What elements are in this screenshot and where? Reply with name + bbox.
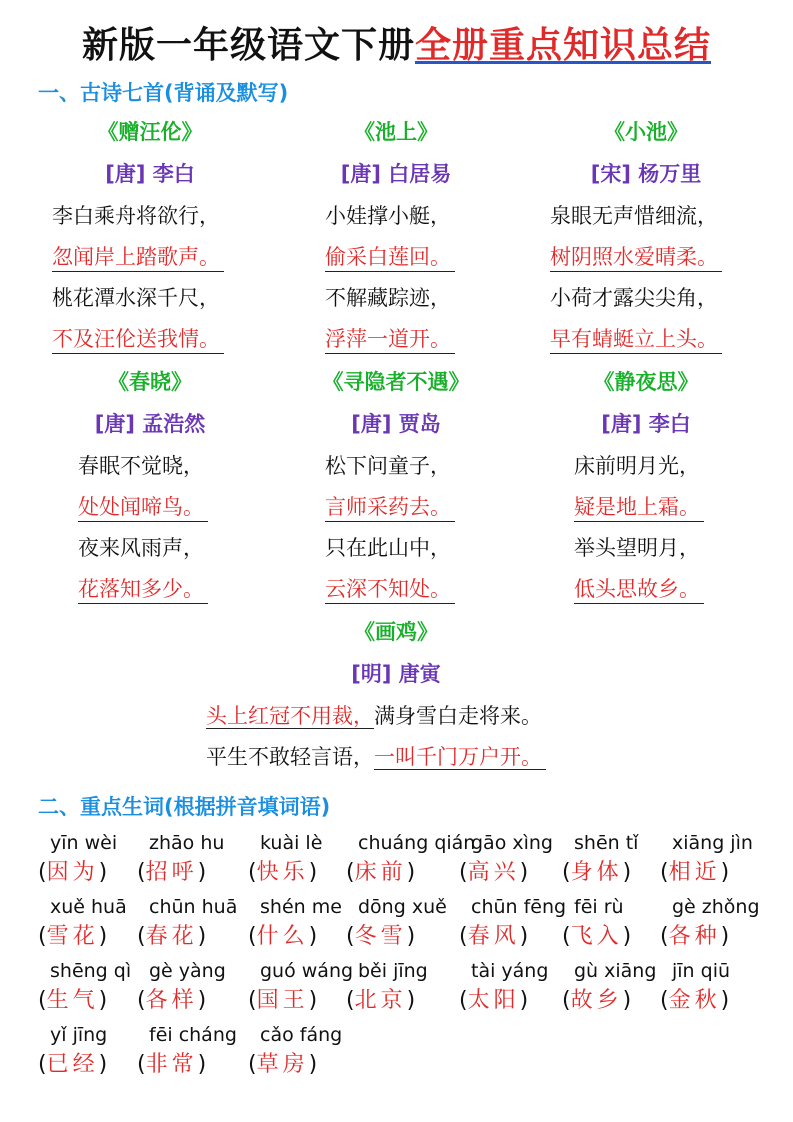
answer-word: 因为 — [46, 860, 99, 885]
pinyin-label: shén me — [260, 896, 342, 918]
pinyin-label: xiāng jìn — [672, 832, 753, 854]
poem-line-given: 满身雪白走将来。 — [374, 704, 542, 728]
word-answer — [137, 858, 206, 888]
pinyin-label: xuě huā — [50, 896, 127, 918]
answer-word: 身体 — [570, 860, 623, 885]
paren-close: ) — [720, 860, 730, 885]
answer-word: 已经 — [46, 1052, 99, 1077]
pinyin-label: gè yàng — [149, 960, 226, 982]
word-answer — [38, 986, 107, 1016]
pinyin-label: tài yáng — [471, 960, 549, 982]
pinyin-label: jīn qiū — [672, 960, 731, 982]
section-heading-words: 二、重点生词(根据拼音填词语) — [38, 795, 331, 819]
poem-line-given: 举头望明月， — [574, 536, 700, 560]
paren-close: ) — [519, 988, 529, 1013]
answer-word: 国王 — [256, 988, 309, 1013]
paren-close: ) — [622, 988, 632, 1013]
paren-open: ( — [38, 1052, 47, 1077]
pinyin-label: gù xiāng — [574, 960, 657, 982]
word-answer — [562, 922, 631, 952]
poem-line-answer: 早有蜻蜓立上头。 — [550, 325, 722, 354]
word-answer — [137, 986, 206, 1016]
paren-close: ) — [98, 860, 108, 885]
paren-open: ( — [248, 860, 257, 885]
pinyin-label: chūn huā — [149, 896, 238, 918]
paren-close: ) — [406, 924, 416, 949]
word-answer — [459, 922, 528, 952]
paren-close: ) — [197, 988, 207, 1013]
title-main: 新版一年级语文下册 — [81, 25, 415, 66]
answer-word: 冬雪 — [354, 924, 407, 949]
answer-word: 飞入 — [570, 924, 623, 949]
paren-open: ( — [248, 924, 257, 949]
poem-line-given: 平生不敢轻言语， — [206, 745, 374, 769]
word-answer — [137, 922, 206, 952]
poem-line-answer: 花落知多少。 — [78, 575, 208, 604]
paren-close: ) — [308, 988, 318, 1013]
paren-open: ( — [660, 860, 669, 885]
paren-open: ( — [137, 1052, 146, 1077]
paren-open: ( — [38, 924, 47, 949]
paren-open: ( — [562, 924, 571, 949]
poem-line-given: 李白乘舟将欲行， — [52, 204, 220, 228]
poem-line-given: 泉眼无声惜细流， — [550, 204, 718, 228]
paren-open: ( — [660, 924, 669, 949]
poem-title: 《池上》 — [354, 120, 438, 144]
paren-close: ) — [406, 988, 416, 1013]
paren-close: ) — [519, 860, 529, 885]
paren-open: ( — [459, 924, 468, 949]
pinyin-label: zhāo hu — [149, 832, 225, 854]
paren-open: ( — [248, 988, 257, 1013]
poem-line-answer: 疑是地上霜。 — [574, 493, 704, 522]
paren-close: ) — [622, 860, 632, 885]
paren-open: ( — [459, 860, 468, 885]
poem-line-answer: 头上红冠不用裁， — [206, 704, 374, 728]
word-answer — [562, 858, 631, 888]
poem-author: [唐] 贾岛 — [351, 412, 441, 436]
word-answer — [459, 986, 528, 1016]
paren-open: ( — [346, 860, 355, 885]
pinyin-label: kuài lè — [260, 832, 323, 854]
poem-author: [唐] 孟浩然 — [94, 412, 206, 436]
answer-word: 什么 — [256, 924, 309, 949]
poem-line-given: 小娃撑小艇， — [325, 204, 451, 228]
poem-title: 《寻隐者不遇》 — [322, 370, 470, 394]
pinyin-label: gāo xìng — [471, 832, 553, 854]
poem-line — [206, 702, 542, 730]
word-answer — [38, 1050, 107, 1080]
poem-line-answer: 处处闻啼鸟。 — [78, 493, 208, 522]
poem-title: 《小池》 — [604, 120, 688, 144]
poem-line-given: 夜来风雨声， — [78, 536, 204, 560]
answer-word: 各样 — [145, 988, 198, 1013]
poem-line-given: 春眠不觉晓， — [78, 454, 204, 478]
poem-author: [宋] 杨万里 — [590, 162, 702, 186]
paren-open: ( — [137, 924, 146, 949]
poem-line-given: 松下问童子， — [325, 454, 451, 478]
answer-word: 各种 — [668, 924, 721, 949]
poem-author: [明] 唐寅 — [351, 662, 441, 686]
poem-line-given: 只在此山中， — [325, 536, 451, 560]
word-answer — [660, 922, 729, 952]
answer-word: 春风 — [467, 924, 520, 949]
pinyin-label: fēi cháng — [149, 1024, 237, 1046]
poem-author: [唐] 李白 — [105, 162, 195, 186]
answer-word: 春花 — [145, 924, 198, 949]
word-answer — [346, 986, 415, 1016]
poem-title: 《画鸡》 — [354, 620, 438, 644]
answer-word: 非常 — [145, 1052, 198, 1077]
word-answer — [562, 986, 631, 1016]
pinyin-label: shēng qì — [50, 960, 132, 982]
poem-author: [唐] 李白 — [601, 412, 691, 436]
answer-word: 招呼 — [145, 860, 198, 885]
pinyin-label: guó wáng — [260, 960, 354, 982]
answer-word: 雪花 — [46, 924, 99, 949]
pinyin-label: gè zhǒng — [672, 896, 760, 918]
pinyin-label: cǎo fáng — [260, 1024, 343, 1046]
paren-close: ) — [720, 988, 730, 1013]
poem-line-answer: 不及汪伦送我情。 — [52, 325, 224, 354]
pinyin-label: yīn wèi — [50, 832, 118, 854]
answer-word: 太阳 — [467, 988, 520, 1013]
paren-close: ) — [519, 924, 529, 949]
paren-open: ( — [137, 988, 146, 1013]
paren-close: ) — [98, 988, 108, 1013]
pinyin-label: chuáng qián — [358, 832, 476, 854]
answer-word: 草房 — [256, 1052, 309, 1077]
paren-close: ) — [308, 924, 318, 949]
word-answer — [248, 858, 317, 888]
page-title — [0, 18, 793, 74]
answer-word: 床前 — [354, 860, 407, 885]
paren-open: ( — [137, 860, 146, 885]
word-answer — [248, 922, 317, 952]
word-answer — [248, 1050, 317, 1080]
pinyin-label: chūn fēng — [471, 896, 567, 918]
poem-line-answer: 浮萍一道开。 — [325, 325, 455, 354]
paren-close: ) — [720, 924, 730, 949]
poem-line-given: 不解藏踪迹， — [325, 286, 451, 310]
word-answer — [459, 858, 528, 888]
pinyin-label: shēn tǐ — [574, 832, 639, 854]
poem-line-answer: 云深不知处。 — [325, 575, 455, 604]
poem-line-answer: 偷采白莲回。 — [325, 243, 455, 272]
poem-line-answer: 言师采药去。 — [325, 493, 455, 522]
paren-open: ( — [248, 1052, 257, 1077]
answer-word: 相近 — [668, 860, 721, 885]
word-answer — [346, 858, 415, 888]
answer-word: 快乐 — [256, 860, 309, 885]
answer-word: 北京 — [354, 988, 407, 1013]
poem-line-given: 桃花潭水深千尺， — [52, 286, 220, 310]
word-answer — [660, 986, 729, 1016]
answer-word: 生气 — [46, 988, 99, 1013]
poem-title: 《春晓》 — [108, 370, 192, 394]
paren-close: ) — [98, 924, 108, 949]
section-heading-poems: 一、古诗七首(背诵及默写) — [38, 81, 289, 105]
poem-title: 《赠汪伦》 — [97, 120, 203, 144]
paren-close: ) — [622, 924, 632, 949]
paren-close: ) — [308, 860, 318, 885]
poem-title: 《静夜思》 — [593, 370, 699, 394]
paren-open: ( — [38, 988, 47, 1013]
title-highlight: 全册重点知识总结 — [415, 25, 712, 66]
answer-word: 故乡 — [570, 988, 623, 1013]
pinyin-label: yǐ jīng — [50, 1024, 108, 1046]
paren-open: ( — [562, 860, 571, 885]
poem-line-answer: 树阴照水爱晴柔。 — [550, 243, 722, 272]
word-answer — [38, 922, 107, 952]
paren-close: ) — [197, 860, 207, 885]
pinyin-label: fēi rù — [574, 896, 624, 918]
word-answer — [660, 858, 729, 888]
paren-open: ( — [346, 988, 355, 1013]
paren-close: ) — [197, 1052, 207, 1077]
paren-close: ) — [197, 924, 207, 949]
paren-open: ( — [346, 924, 355, 949]
poem-author: [唐] 白居易 — [340, 162, 452, 186]
poem-line-answer: 忽闻岸上踏歌声。 — [52, 243, 224, 272]
paren-open: ( — [459, 988, 468, 1013]
poem-line-given: 床前明月光， — [574, 454, 700, 478]
poem-line-answer: 一叫千门万户开。 — [374, 745, 546, 770]
poem-line-answer: 低头思故乡。 — [574, 575, 704, 604]
paren-open: ( — [562, 988, 571, 1013]
word-answer — [346, 922, 415, 952]
paren-open: ( — [38, 860, 47, 885]
paren-open: ( — [660, 988, 669, 1013]
word-answer — [137, 1050, 206, 1080]
poem-line — [206, 743, 546, 771]
poem-line-given: 小荷才露尖尖角， — [550, 286, 718, 310]
paren-close: ) — [406, 860, 416, 885]
answer-word: 金秋 — [668, 988, 721, 1013]
word-answer — [38, 858, 107, 888]
pinyin-label: běi jīng — [358, 960, 428, 982]
word-answer — [248, 986, 317, 1016]
paren-close: ) — [98, 1052, 108, 1077]
answer-word: 高兴 — [467, 860, 520, 885]
paren-close: ) — [308, 1052, 318, 1077]
pinyin-label: dōng xuě — [358, 896, 447, 918]
